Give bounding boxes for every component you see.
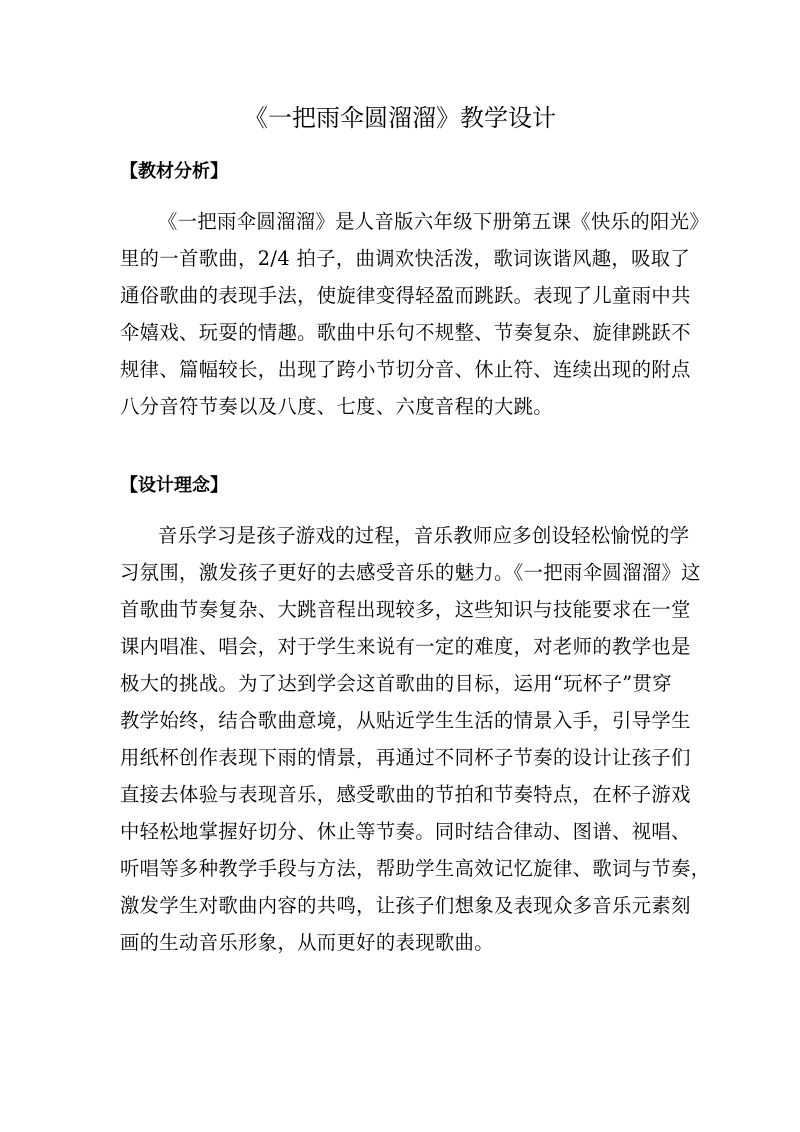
paragraph-line: 习氛围，激发孩子更好的去感受音乐的魅力。《一把雨伞圆溜溜》这	[120, 561, 701, 584]
paragraph-line: 用纸杯创作表现下雨的情景，再通过不同杯子节奏的设计让孩子们	[120, 746, 691, 769]
paragraph-line: 教学始终，结合歌曲意境，从贴近学生生活的情景入手，引导学生	[120, 709, 691, 732]
paragraph-line: 课内唱准、唱会，对于学生来说有一定的难度，对老师的教学也是	[120, 635, 691, 658]
paragraph-line: 通俗歌曲的表现手法，使旋律变得轻盈而跳跃。表现了儿童雨中共	[120, 284, 691, 307]
paragraph-line: 画的生动音乐形象，从而更好的表现歌曲。	[120, 931, 494, 954]
paragraph-line: 音乐学习是孩子游戏的过程，音乐教师应多创设轻松愉悦的学	[158, 524, 690, 547]
paragraph-line: 规律、篇幅较长，出现了跨小节切分音、休止符、连续出现的附点	[120, 358, 691, 381]
section-heading-textbook-analysis: 【教材分析】	[120, 161, 228, 182]
paragraph-line: 首歌曲节奏复杂、大跳音程出现较多，这些知识与技能要求在一堂	[120, 598, 691, 621]
paragraph-line: 激发学生对歌曲内容的共鸣，让孩子们想象及表现众多音乐元素刻	[120, 894, 691, 917]
paragraph-line: 听唱等多种教学手段与方法，帮助学生高效记忆旋律、歌词与节奏，	[120, 857, 711, 880]
paragraph-line: 中轻松地掌握好切分、休止等节奏。同时结合律动、图谱、视唱、	[120, 820, 691, 843]
paragraph-line: 伞嬉戏、玩耍的情趣。歌曲中乐句不规整、节奏复杂、旋律跳跃不	[120, 321, 691, 344]
paragraph-line: 《一把雨伞圆溜溜》是人音版六年级下册第五课《快乐的阳光》	[158, 210, 710, 233]
page-title: 《一把雨伞圆溜溜》教学设计	[244, 104, 556, 132]
section-heading-design-concept: 【设计理念】	[120, 475, 228, 496]
paragraph-design-concept	[120, 517, 711, 961]
paragraph-line: 直接去体验与表现音乐，感受歌曲的节拍和节奏特点，在杯子游戏	[120, 783, 691, 806]
paragraph-line: 极大的挑战。为了达到学会这首歌曲的目标，运用“玩杯子”贯穿	[120, 672, 672, 695]
paragraph-line: 里的一首歌曲，2/4 拍子，曲调欢快活泼，歌词诙谐风趣，吸取了	[120, 247, 691, 270]
paragraph-textbook-analysis	[120, 203, 710, 425]
paragraph-line: 八分音符节奏以及八度、七度、六度音程的大跳。	[120, 395, 553, 418]
